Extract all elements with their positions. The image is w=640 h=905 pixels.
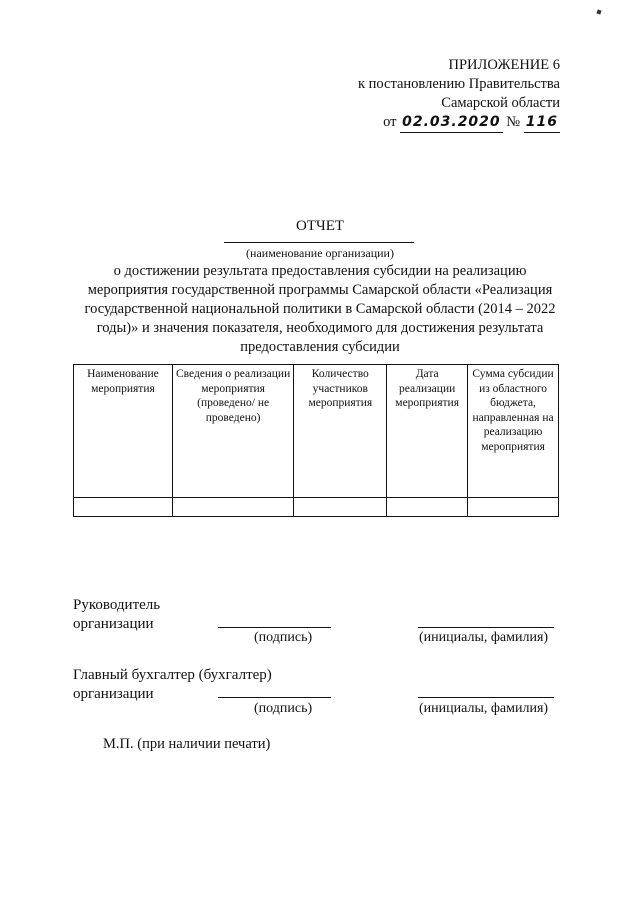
handwritten-number: 116 xyxy=(524,113,560,133)
annex-title: ПРИЛОЖЕНИЕ 6 xyxy=(448,57,560,73)
table-header-cell: Количество участников мероприятия xyxy=(294,365,387,498)
report-description: о достижении результата предоставления субсидии на реализацию мероприятия государственной программы Самарской области «Реализация государственной национальной политики в Самарской области (2014 – 2022 годы)» и значения показателя, необходимого для достижения результата предоставления субсидии xyxy=(84,263,556,355)
accountant-signature-line xyxy=(218,697,331,698)
table-cell xyxy=(387,498,468,517)
table-header-cell: Дата реализации мероприятия xyxy=(387,365,468,498)
table-header-row xyxy=(74,365,559,498)
handwritten-date: 02.03.2020 xyxy=(400,113,503,133)
accountant-signature-caption: (подпись) xyxy=(254,701,313,716)
head-label-line2: организации xyxy=(73,616,154,632)
stamp-note: М.П. (при наличии печати) xyxy=(103,736,271,752)
report-title: ОТЧЕТ xyxy=(295,218,345,234)
accountant-name-caption: (инициалы, фамилия) xyxy=(419,701,549,716)
head-signature-line xyxy=(218,627,331,628)
organization-name-line xyxy=(224,242,414,243)
table-row xyxy=(74,498,559,517)
table-cell xyxy=(468,498,559,517)
annex-date-number xyxy=(358,113,560,133)
table-header-cell: Сумма субсидии из областного бюджета, направленная на реализацию мероприятия xyxy=(468,365,559,498)
head-signature-caption: (подпись) xyxy=(254,630,313,645)
annex-region: Самарской области xyxy=(441,95,560,111)
table-cell xyxy=(172,498,294,517)
scan-mark xyxy=(596,9,601,14)
table-cell xyxy=(74,498,173,517)
table-header-cell: Сведения о реализации мероприятия (проведено/ не проведено) xyxy=(172,365,294,498)
accountant-label xyxy=(73,666,272,704)
annex-resolution: к постановлению Правительства xyxy=(358,76,560,92)
head-name-line xyxy=(418,627,554,628)
head-label xyxy=(73,596,160,634)
annex-header xyxy=(358,56,560,133)
report-table xyxy=(73,364,559,517)
accountant-name-line xyxy=(418,697,554,698)
table-header-cell: Наименование мероприятия xyxy=(74,365,173,498)
accountant-label-line1: Главный бухгалтер (бухгалтер) xyxy=(73,667,272,683)
from-prefix: от xyxy=(383,114,397,130)
accountant-label-line2: организации xyxy=(73,686,154,702)
number-prefix: № xyxy=(506,114,521,130)
table-cell xyxy=(294,498,387,517)
organization-name-caption: (наименование организации) xyxy=(246,246,394,260)
head-label-line1: Руководитель xyxy=(73,597,161,613)
head-name-caption: (инициалы, фамилия) xyxy=(419,630,549,645)
